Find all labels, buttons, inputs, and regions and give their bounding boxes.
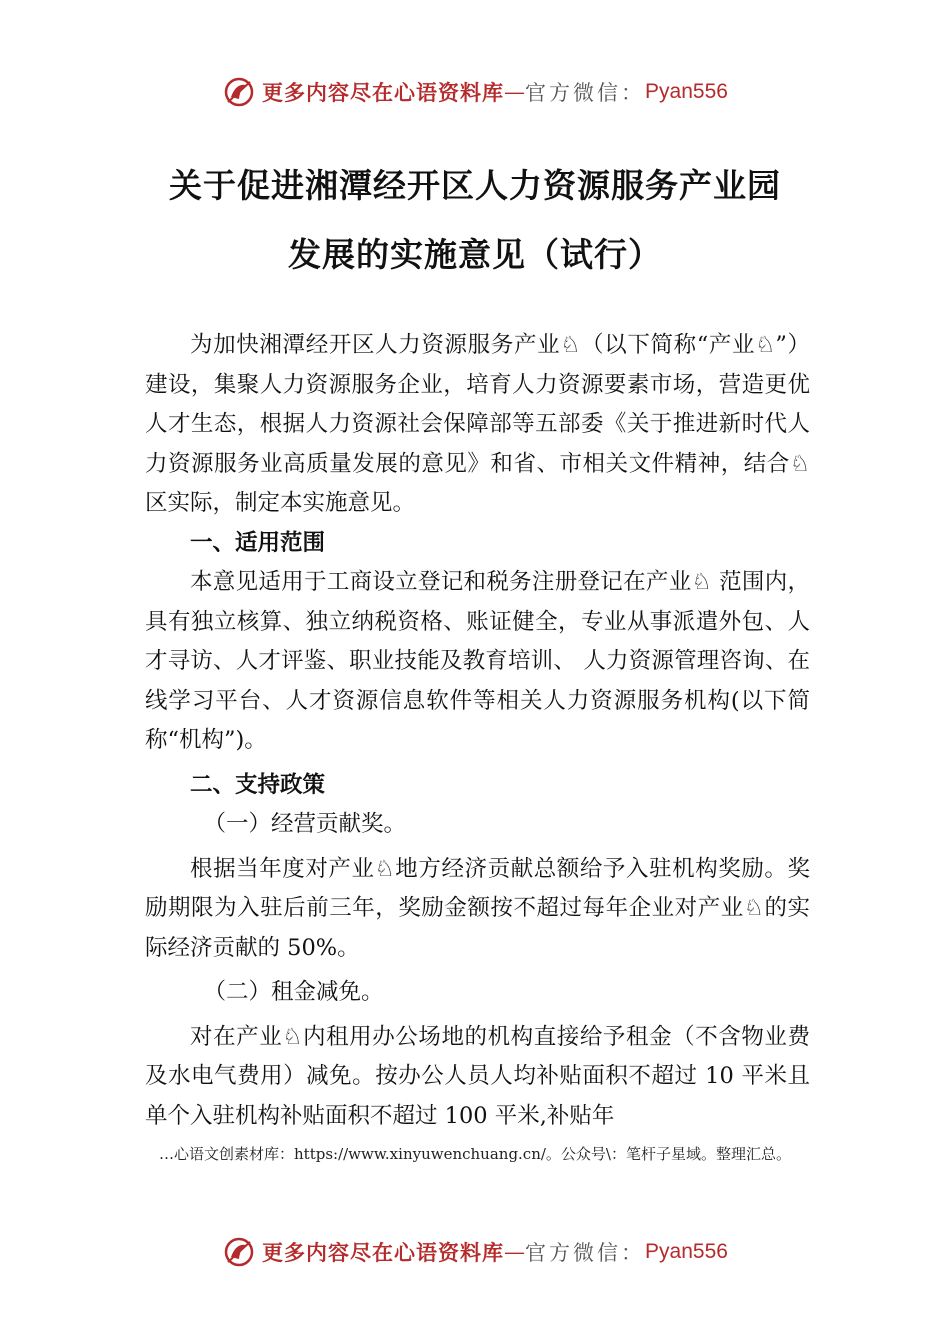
banner-wechat-id: Pyan556 [645, 1240, 728, 1263]
logo-icon [222, 1235, 256, 1269]
banner-wechat-id: Pyan556 [645, 80, 728, 103]
document-body [145, 326, 810, 1136]
banner-wechat-label: 官方微信： [525, 81, 646, 105]
banner-wechat-label: 官方微信： [525, 1241, 646, 1265]
footer-banner [0, 1230, 950, 1274]
section-heading-policy: 二、支持政策 [190, 771, 326, 798]
rent-paragraph: 对在产业♘内租用办公场地的机构直接给予租金（不含物业费及水电气费用）减免。按办公人员人均补贴面积不超过 10 平米且单个入驻机构补贴面积不超过 100 平米,补贴年 [145, 1023, 810, 1129]
subsection-heading-rent: （二）租金减免。 [203, 979, 384, 1005]
subsection-heading-contribution: （一）经营贡献奖。 [203, 811, 407, 837]
contribution-paragraph: 根据当年度对产业♘地方经济贡献总额给予入驻机构奖励。奖励期限为入驻后前三年，奖励金额按不超过每年企业对产业♘的实际经济贡献的 50%。 [145, 855, 810, 961]
banner-text: 更多内容尽在心语资料库 [262, 81, 505, 105]
document-title-line1: 关于促进湘潭经开区人力资源服务产业园 [169, 166, 781, 205]
banner-dash: — [504, 80, 526, 104]
intro-paragraph: 为加快湘潭经开区人力资源服务产业♘（以下简称“产业♘”）建设，集聚人力资源服务企业，培育人力资源要素市场，营造更优人才生态，根据人力资源社会保障部等五部委《关于推进新时代人力资源服务业高质量发展的意见》和省、市相关文件精神，结合♘区实际，制定本实施意见。 [145, 332, 810, 516]
logo-icon [222, 75, 256, 109]
document-title-line2: 发展的实施意见（试行） [288, 235, 662, 274]
header-banner [0, 70, 950, 114]
banner-dash: — [504, 1240, 526, 1264]
scope-paragraph: 本意见适用于工商设立登记和税务注册登记在产业♘ 范围内，具有独立核算、独立纳税资格、账证健全，专业从事派遣外包、人才寻访、人才评鉴、职业技能及教育培训、 人力资源管理咨询、在线学习平台、人才资源信息软件等相关人力资源服务机构(以下简称“机构”)。 [145, 569, 810, 753]
section-heading-scope: 一、适用范围 [190, 529, 326, 556]
banner-text: 更多内容尽在心语资料库 [262, 1241, 505, 1265]
source-footnote: …心语文创素材库：https://www.xinyuwenchuang.cn/。公众号\：笔杆子星域。整理汇总。 [159, 1145, 791, 1163]
